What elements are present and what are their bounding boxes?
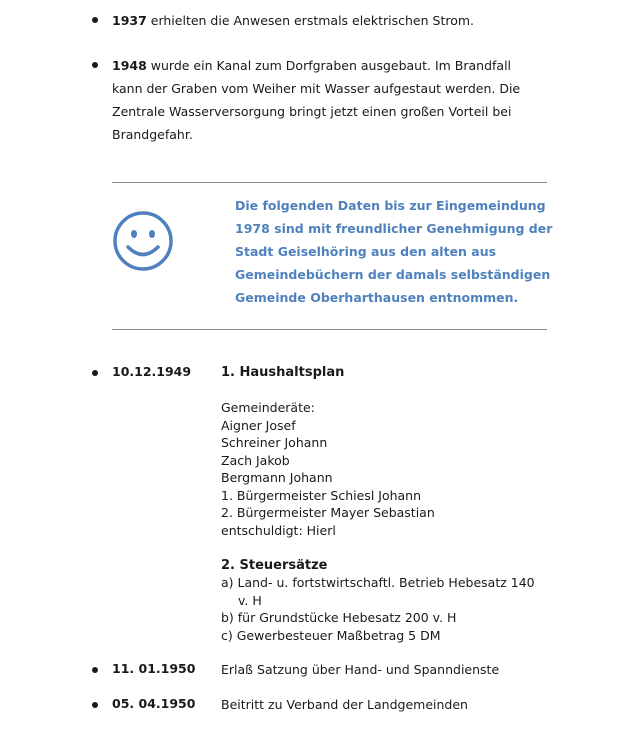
members-label: Gemeinderäte: (221, 400, 315, 415)
bullet (92, 62, 98, 68)
paragraph-1948 (112, 54, 532, 146)
member-item: Aigner Josef (221, 417, 296, 433)
note-text: Die folgenden Daten bis zur Eingemeindung 1978 sind mit freundlicher Genehmigung der Stadt Geiselhöring aus den alten aus Gemeindebüchern der damals selbständigen Gemeinde Oberharthausen entnommen. (235, 198, 553, 305)
member-item: Zach Jakob (221, 452, 290, 468)
section-heading: 2. Steuersätze (221, 557, 328, 573)
rate-item: b) für Grundstücke Hebesatz 200 v. H (221, 610, 457, 625)
member-item: entschuldigt: Hierl (221, 522, 336, 538)
paragraph-text: wurde ein Kanal zum Dorfgraben ausgebaut. Im Brandfall kann der Graben vom Weiher mit Wasser aufgestaut werden. Die Zentrale Wasserversorgung bringt jetzt einen großen Vorteil bei Brandgefahr. (112, 58, 521, 142)
rate-item: c) Gewerbesteuer Maßbetrag 5 DM (221, 627, 441, 643)
divider-bottom (112, 329, 547, 330)
entry-date: 11. 01.1950 (112, 661, 196, 676)
entry-text: Beitritt zu Verband der Landgemeinden (221, 697, 468, 712)
smiley-icon (112, 210, 174, 272)
rate-item: a) Land- u. fortstwirtschaftl. Betrieb Hebesatz 140 (221, 575, 535, 590)
entry-text: Erlaß Satzung über Hand- und Spanndienste (221, 662, 500, 677)
member-item: 1. Bürgermeister Schiesl Johann (221, 487, 422, 503)
year-label: 1948 (112, 58, 147, 73)
bullet (92, 17, 98, 23)
bullet (92, 702, 98, 708)
bullet (92, 667, 98, 673)
member-item: Bergmann Johann (221, 470, 333, 485)
entry-details (221, 364, 561, 644)
section-heading: 1. Haushaltsplan (221, 365, 345, 380)
member-item: Schreiner Johann (221, 435, 328, 450)
divider-top (112, 182, 547, 183)
bullet (92, 370, 98, 376)
member-item: 2. Bürgermeister Mayer Sebastian (221, 505, 435, 520)
entry-date: 05. 04.1950 (112, 696, 196, 711)
entry-date: 10.12.1949 (112, 364, 192, 379)
paragraph-text: erhielten die Anwesen erstmals elektrischen Strom. (146, 13, 475, 28)
year-label: 1937 (112, 13, 147, 28)
rate-item-continuation: v. H (238, 592, 262, 608)
paragraph-1937 (112, 9, 532, 32)
